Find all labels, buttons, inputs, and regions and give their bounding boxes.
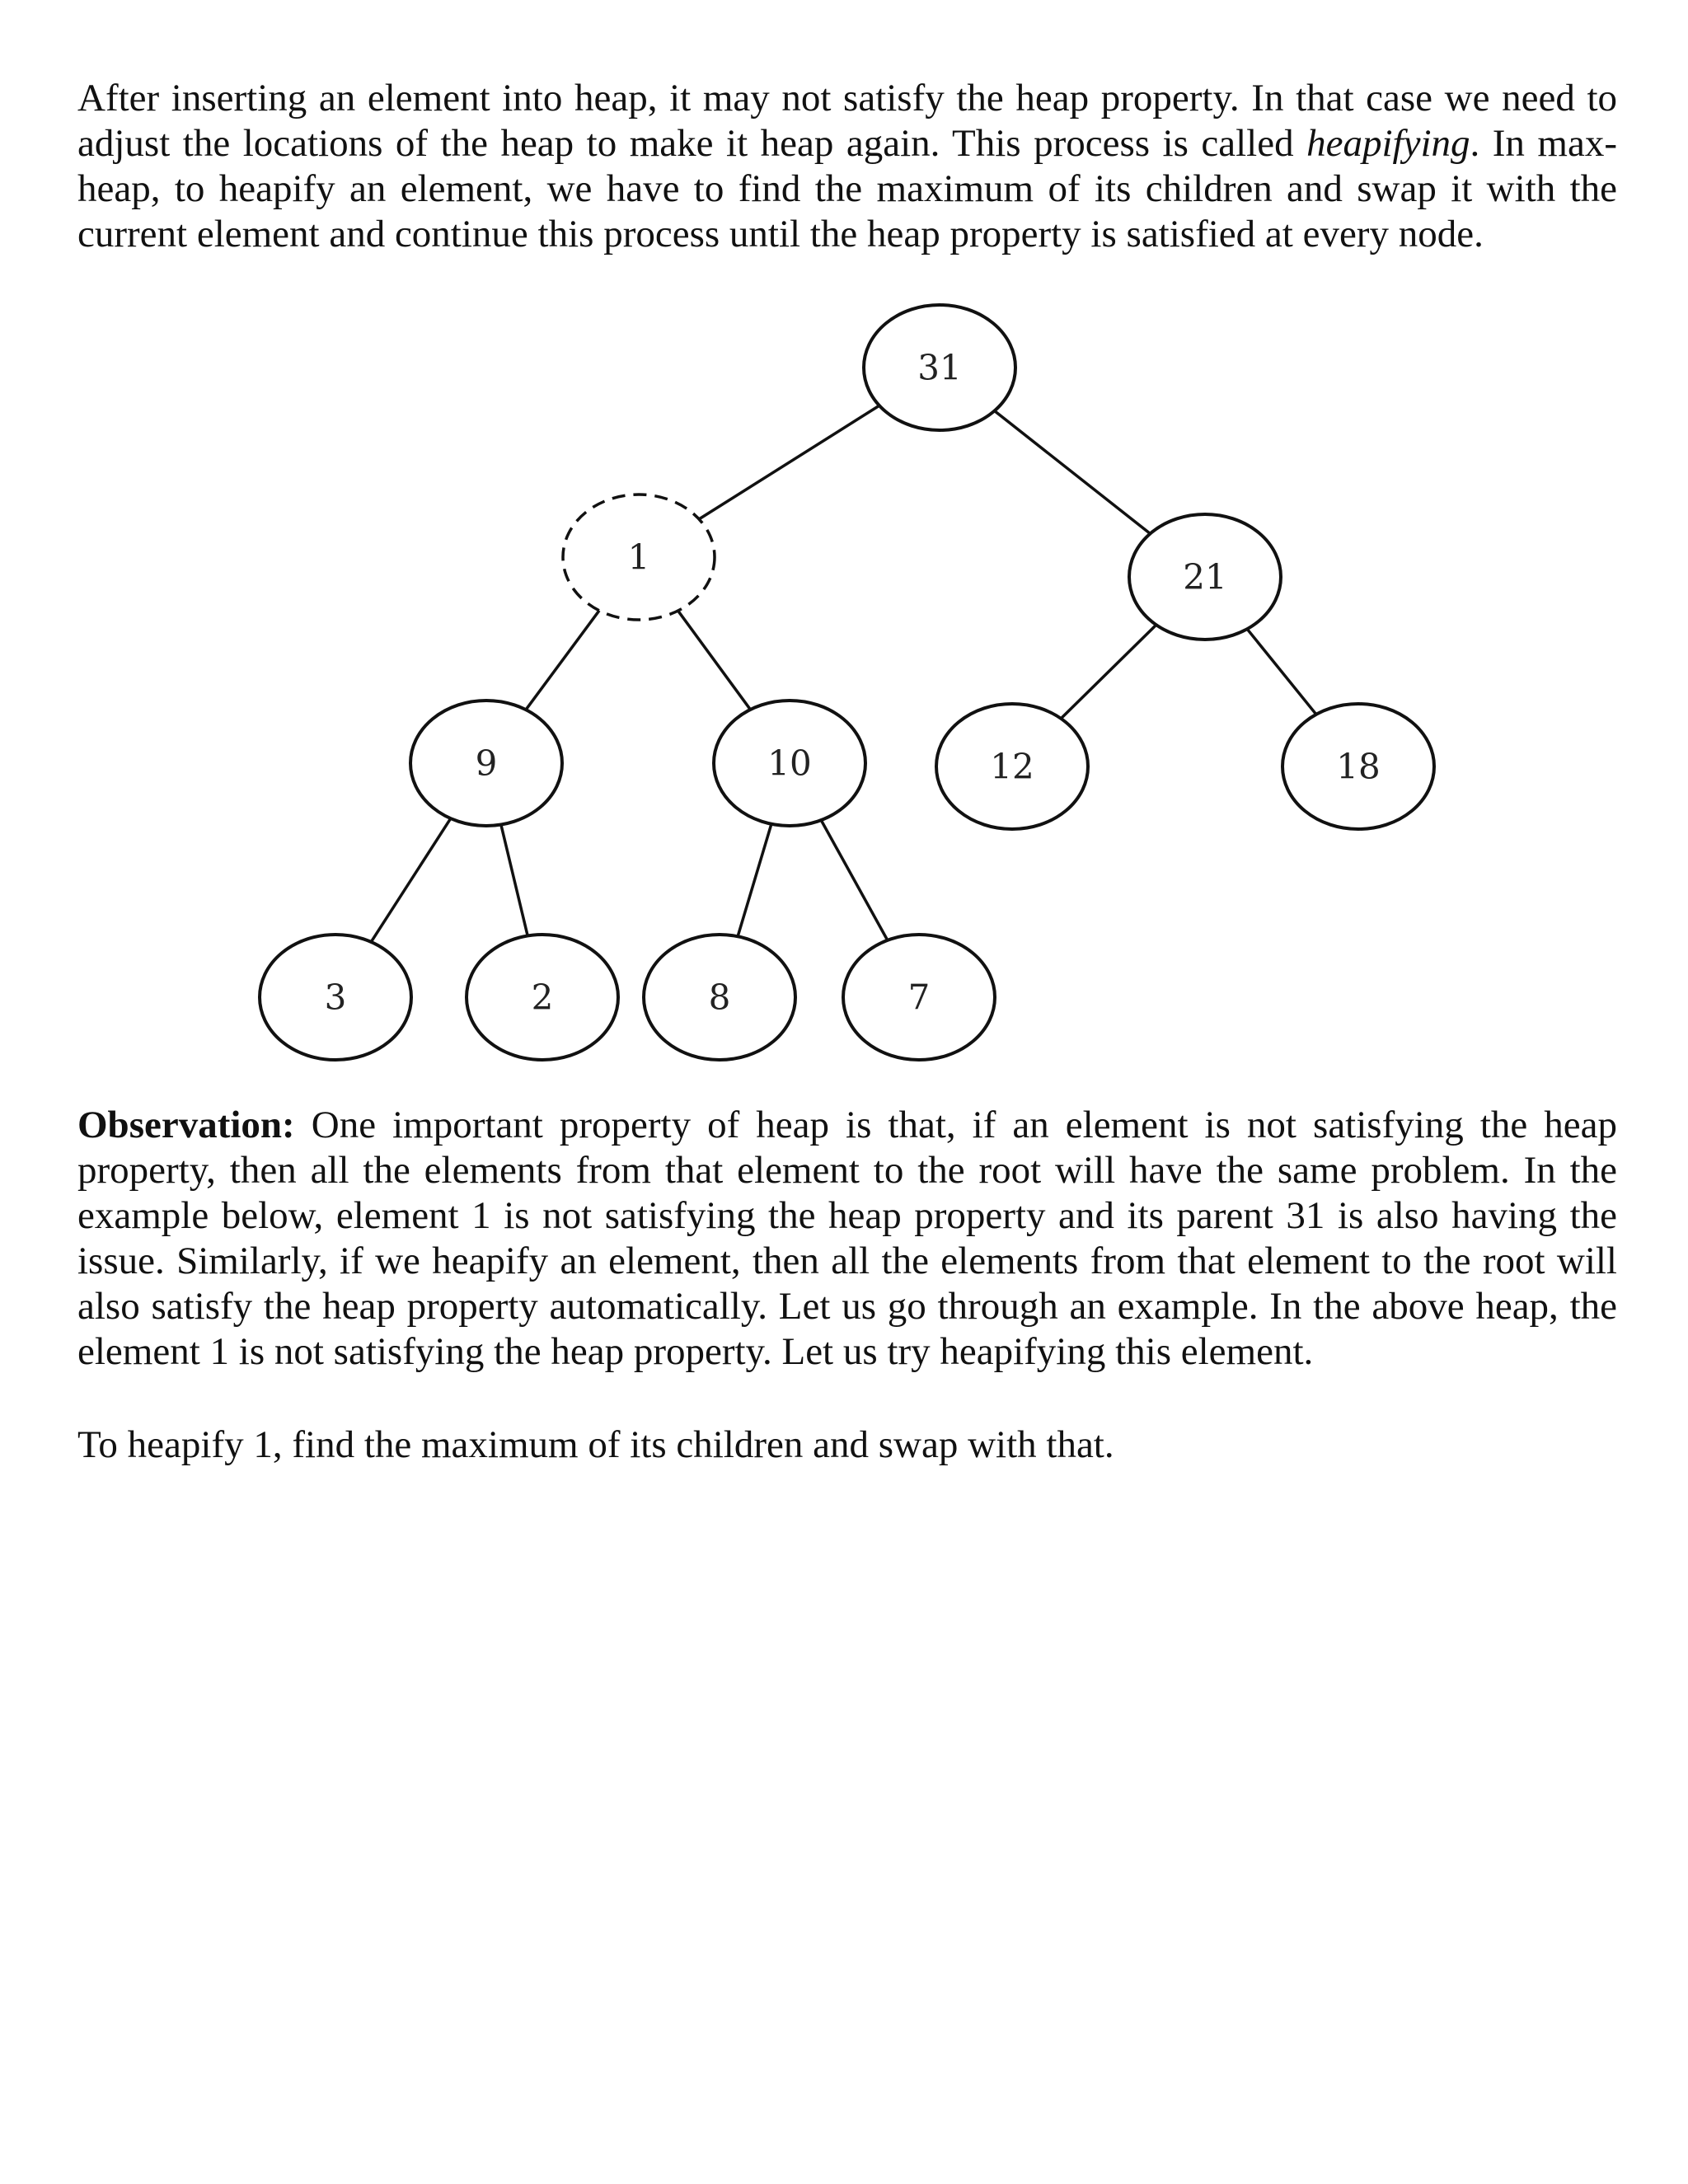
heap-node-label: 10 bbox=[767, 743, 812, 784]
edge-n31-n21 bbox=[995, 410, 1151, 533]
edge-n31-n1 bbox=[699, 405, 879, 519]
observation-text: One important property of heap is that, if an element is not satisfying the heap property, then all the elements from that element to the root will have the same problem. In the example below, element 1 is not satisfying the heap property and its parent 31 is also having the issue. Similarly, if we heapify an element, then all the elements from that element to the root will also satisfy the heap property automatically. Let us go through an example. In the above heap, the element 1 is not satisfying the heap property. Let us try heapifying this element. bbox=[77, 1104, 1617, 1373]
intro-text-after: . In max-heap, to heapify an element, we have to find the maximum of its children and swap it with the current element and continue this process until the heap property is satisfied at every node. bbox=[77, 122, 1617, 255]
tree-edges bbox=[371, 405, 1316, 942]
heap-node-label: 9 bbox=[475, 743, 498, 784]
heap-node-label: 2 bbox=[531, 977, 554, 1018]
edge-n1-n9 bbox=[526, 611, 599, 710]
heap-node-label: 8 bbox=[708, 977, 731, 1018]
edge-n10-n8 bbox=[738, 824, 771, 936]
heap-node-2 bbox=[467, 935, 618, 1060]
edge-n21-n18 bbox=[1247, 629, 1316, 715]
heap-tree-diagram bbox=[0, 0, 1688, 1088]
heap-node-12 bbox=[936, 704, 1088, 829]
observation-paragraph bbox=[77, 1103, 1617, 1375]
heap-node-label: 7 bbox=[907, 977, 931, 1018]
heap-node-label: 1 bbox=[627, 537, 650, 578]
edge-n21-n12 bbox=[1061, 625, 1156, 719]
edge-n9-n2 bbox=[501, 825, 528, 936]
heap-node-10 bbox=[714, 701, 865, 826]
edge-n1-n10 bbox=[678, 611, 751, 710]
intro-text-before: After inserting an element into heap, it may not satisfy the heap property. In that case we need to adjust the locations of the heap to make it heap again. This process is called bbox=[77, 77, 1617, 165]
heap-node-label: 18 bbox=[1336, 746, 1381, 787]
edge-n9-n3 bbox=[371, 818, 451, 942]
heap-node-9 bbox=[410, 701, 562, 826]
heap-node-8 bbox=[644, 935, 795, 1060]
heap-node-label: 3 bbox=[324, 977, 347, 1018]
heap-node-18 bbox=[1282, 704, 1434, 829]
heap-node-label: 12 bbox=[990, 746, 1034, 787]
heapifying-term: heapifying bbox=[1306, 122, 1470, 165]
heap-node-31 bbox=[864, 305, 1015, 430]
tree-nodes bbox=[260, 305, 1434, 1060]
edge-n10-n7 bbox=[821, 820, 888, 940]
observation-label: Observation: bbox=[77, 1104, 295, 1146]
heap-node-label: 21 bbox=[1183, 556, 1227, 598]
heap-node-3 bbox=[260, 935, 411, 1060]
heap-node-1 bbox=[563, 494, 715, 620]
heap-node-21 bbox=[1129, 514, 1281, 640]
heapify-note-paragraph: To heapify 1, find the maximum of its children and swap with that. bbox=[77, 1423, 1114, 1466]
heap-node-label: 31 bbox=[917, 347, 962, 388]
heap-node-7 bbox=[843, 935, 995, 1060]
